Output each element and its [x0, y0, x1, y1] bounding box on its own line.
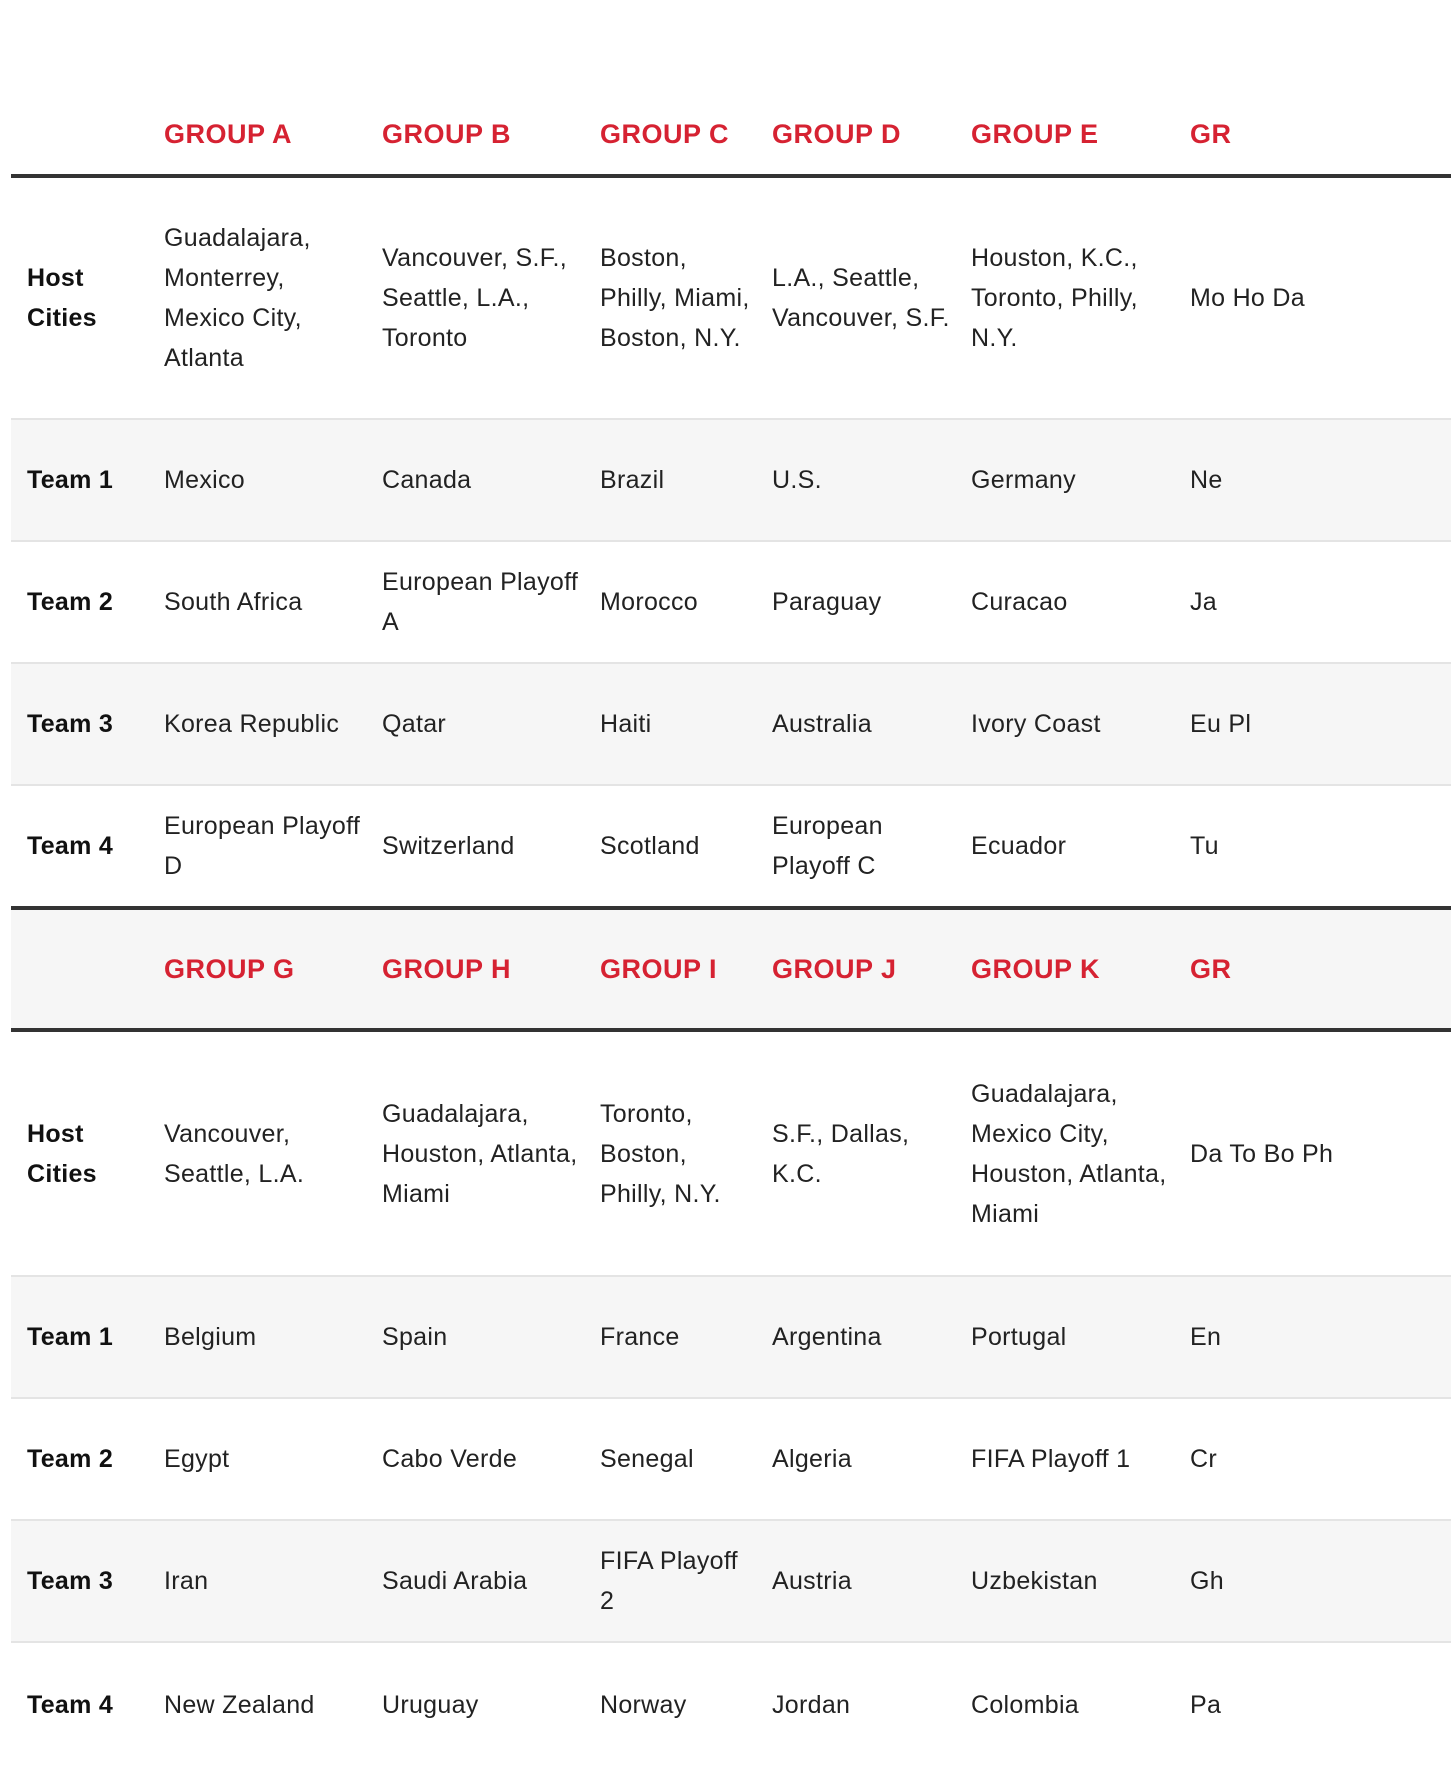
- group-header: GROUP I: [584, 908, 756, 1030]
- group-header: GR: [1174, 0, 1451, 176]
- world-cup-groups-table: [11, 0, 1451, 1767]
- team-cell: Ecuador: [955, 785, 1174, 908]
- team-cell: Cr: [1174, 1398, 1451, 1520]
- team-cell: Ja: [1174, 541, 1451, 663]
- team-cell: Saudi Arabia: [366, 1520, 584, 1642]
- host-cities-cell: S.F., Dallas, K.C.: [756, 1030, 955, 1276]
- team-cell: Jordan: [772, 1691, 851, 1719]
- host-cities-cell: Vancouver, Seattle, L.A.: [148, 1030, 366, 1276]
- host-cities-cell: Guadalajara, Houston, Atlanta, Miami: [366, 1030, 584, 1276]
- host-cities-cell: Houston, K.C., Toronto, Philly, N.Y.: [955, 176, 1174, 419]
- team-cell: FIFA Playoff 1: [955, 1398, 1174, 1520]
- team-cell: Austria: [756, 1520, 955, 1642]
- group-header: GROUP J: [756, 908, 955, 1030]
- row-label: Team 2: [11, 1398, 148, 1520]
- group-header: GROUP K: [955, 908, 1174, 1030]
- team-cell: Gh: [1174, 1520, 1451, 1642]
- team-cell: Mexico: [148, 419, 366, 541]
- host-cities-cell: Toronto, Boston, Philly, N.Y.: [584, 1030, 756, 1276]
- header-corner-cell: [11, 0, 148, 176]
- host-cities-cell: Mo Ho Da: [1174, 176, 1451, 419]
- team-cell: European Playoff D: [148, 785, 366, 908]
- team-row: [11, 541, 1451, 663]
- team-cell: Haiti: [584, 663, 756, 785]
- team-cell: En: [1174, 1276, 1451, 1398]
- team-cell: Egypt: [148, 1398, 366, 1520]
- row-label: Team 1: [11, 419, 148, 541]
- team-row: [11, 785, 1451, 908]
- group-header: GROUP G: [148, 908, 366, 1030]
- header-corner-cell: [11, 908, 148, 1030]
- team-cell: Colombia: [971, 1691, 1080, 1719]
- team-cell: Eu Pl: [1174, 663, 1451, 785]
- team-cell: Curacao: [955, 541, 1174, 663]
- host-cities-cell: Guadalajara, Monterrey, Mexico City, Atlanta: [148, 176, 366, 419]
- team-cell: Switzerland: [366, 785, 584, 908]
- team-cell: Canada: [366, 419, 584, 541]
- row-label: Team 2: [11, 541, 148, 663]
- team-cell: U.S.: [756, 419, 955, 541]
- team-row: [11, 1276, 1451, 1398]
- group-header: GROUP E: [955, 0, 1174, 176]
- row-label: Team 4: [27, 1691, 114, 1719]
- row-label: Host Cities: [11, 176, 148, 419]
- team-cell: France: [584, 1276, 756, 1398]
- group-header: GR: [1174, 908, 1451, 1030]
- team-cell: Germany: [955, 419, 1174, 541]
- team-cell: European Playoff A: [366, 541, 584, 663]
- team-cell: European Playoff C: [756, 785, 955, 908]
- team-row: [11, 419, 1451, 541]
- row-label: Team 1: [11, 1276, 148, 1398]
- team-cell: New Zealand: [164, 1691, 315, 1719]
- team-row: [11, 1398, 1451, 1520]
- team-row: [11, 663, 1451, 785]
- team-cell: Ivory Coast: [955, 663, 1174, 785]
- row-label: Host Cities: [11, 1030, 148, 1276]
- team-cell: Brazil: [584, 419, 756, 541]
- team-cell: Pa: [1190, 1691, 1222, 1719]
- team-cell: Argentina: [756, 1276, 955, 1398]
- team-cell: Ne: [1174, 419, 1451, 541]
- host-cities-cell: L.A., Seattle, Vancouver, S.F.: [756, 176, 955, 419]
- row-label: Team 4: [11, 785, 148, 908]
- team-cell: Belgium: [148, 1276, 366, 1398]
- row-label: Team 3: [11, 1520, 148, 1642]
- host-cities-row: [11, 176, 1451, 419]
- table-header-row: [11, 908, 1451, 1030]
- team-cell: Morocco: [584, 541, 756, 663]
- team-cell: Iran: [148, 1520, 366, 1642]
- team-cell: Portugal: [955, 1276, 1174, 1398]
- group-header: GROUP A: [148, 0, 366, 176]
- row-label: Team 3: [11, 663, 148, 785]
- group-header: GROUP C: [584, 0, 756, 176]
- group-header: GROUP B: [366, 0, 584, 176]
- team-row: [11, 1642, 1451, 1767]
- team-cell: Spain: [366, 1276, 584, 1398]
- team-cell: Tu: [1174, 785, 1451, 908]
- team-cell: Korea Republic: [148, 663, 366, 785]
- team-cell: Uruguay: [382, 1691, 479, 1719]
- team-cell: Norway: [600, 1691, 687, 1719]
- team-cell: Algeria: [756, 1398, 955, 1520]
- host-cities-cell: Boston, Philly, Miami, Boston, N.Y.: [584, 176, 756, 419]
- team-cell: South Africa: [148, 541, 366, 663]
- team-cell: FIFA Playoff 2: [584, 1520, 756, 1642]
- team-cell: Qatar: [366, 663, 584, 785]
- team-row: [11, 1520, 1451, 1642]
- host-cities-cell: Guadalajara, Mexico City, Houston, Atlanta, Miami: [955, 1030, 1174, 1276]
- table-header-row: [11, 0, 1451, 176]
- team-cell: Senegal: [584, 1398, 756, 1520]
- host-cities-cell: Vancouver, S.F., Seattle, L.A., Toronto: [366, 176, 584, 419]
- team-cell: Scotland: [584, 785, 756, 908]
- host-cities-cell: Da To Bo Ph: [1174, 1030, 1451, 1276]
- team-cell: Cabo Verde: [366, 1398, 584, 1520]
- group-header: GROUP H: [366, 908, 584, 1030]
- group-header: GROUP D: [756, 0, 955, 176]
- team-cell: Australia: [756, 663, 955, 785]
- team-cell: Paraguay: [756, 541, 955, 663]
- host-cities-row: [11, 1030, 1451, 1276]
- team-cell: Uzbekistan: [955, 1520, 1174, 1642]
